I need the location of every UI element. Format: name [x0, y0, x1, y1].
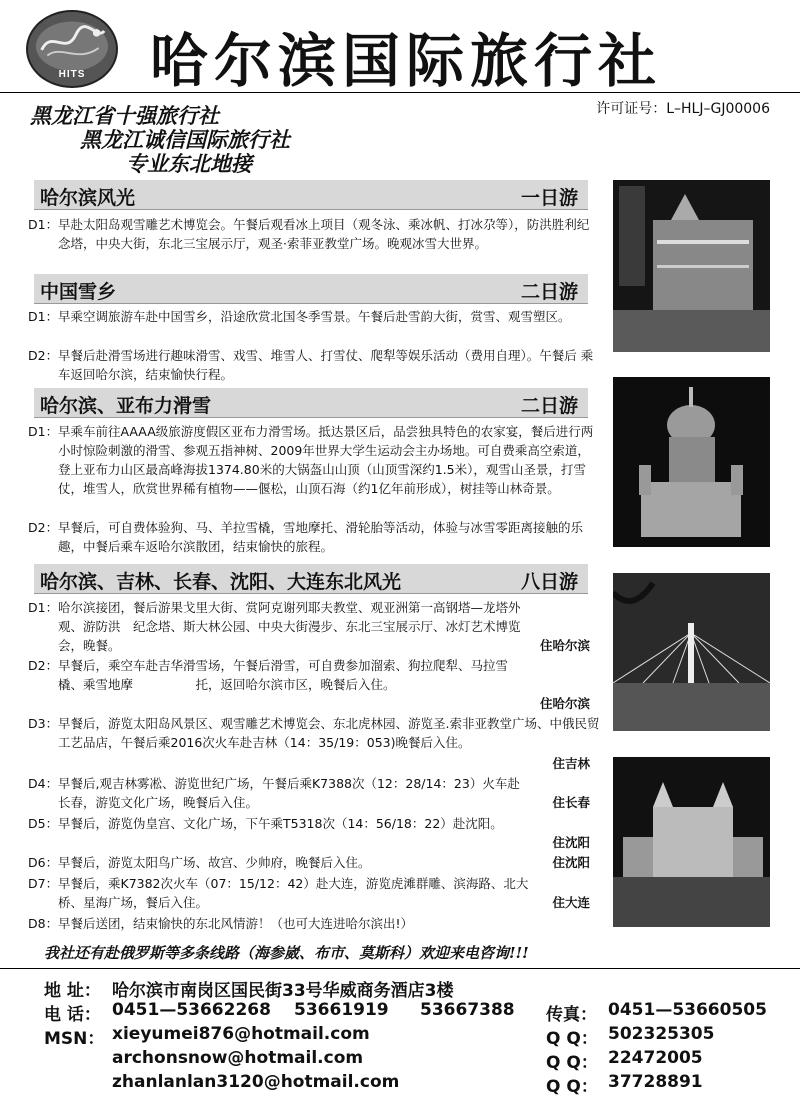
tour-days: 二日游: [520, 395, 578, 417]
day-text: 早赴太阳岛观雪雕艺术博览会。午餐后观看冰上项目（观冬泳、乘冰帆、打冰尕等），防洪胜利纪念塔，中央大街，东北三宝展示厅，观圣·索菲亚教堂广场。晚观冰雪大世界。: [58, 217, 590, 251]
itinerary-item: [28, 814, 600, 850]
itinerary-item: [28, 215, 600, 253]
tour-header-yabuli: [34, 388, 588, 418]
day-label: D3：: [28, 716, 59, 731]
day-text: 早乘空调旅游车赴中国雪乡，沿途欣赏北国冬季雪景。午餐后赴雪韵大街，赏雪、观雪塑区。: [58, 309, 571, 324]
day-text: 早餐后，游览伪皇宫、文化广场，下午乘T5318次（14：56/18：22）赴沈阳。: [58, 816, 503, 831]
stay-city: 住沈阳: [552, 855, 590, 870]
photo-sophia-cathedral: [613, 377, 770, 547]
tour-header-northeast: [34, 564, 588, 594]
day-label: D4：: [28, 776, 59, 791]
itinerary-item: [28, 598, 600, 655]
logo-text: HITS: [58, 69, 86, 80]
stay-city: 住哈尔滨: [539, 638, 590, 653]
day-label: D1：: [28, 424, 59, 439]
tour-name: 哈尔滨、吉林、长春、沈阳、大连东北风光: [40, 571, 402, 593]
photo-dragon-tower-lights: [613, 573, 770, 731]
tour-name: 哈尔滨风光: [40, 187, 136, 209]
photo-ice-castle: [613, 757, 770, 927]
phone-label: 电 话：: [44, 1005, 101, 1025]
msn-1: xieyumei876@hotmail.com: [112, 1024, 370, 1044]
qq-2: 22472005: [608, 1048, 703, 1068]
tour-days: 八日游: [520, 571, 578, 593]
day-label: D5：: [28, 816, 59, 831]
msn-3: zhanlanlan3120@hotmail.com: [112, 1072, 400, 1092]
day-text: 早餐后，可自费体验狗、马、羊拉雪橇，雪地摩托、滑轮胎等活动，体验与冰雪零距离接触的乐趣，中餐后乘车返哈尔滨散团，结束愉快的旅程。: [58, 520, 584, 554]
address-label: 地 址：: [44, 981, 101, 1001]
slogan-3: 专业东北地接: [126, 152, 252, 176]
qq-label-3: Q Q：: [546, 1077, 598, 1097]
itinerary-item: [28, 914, 600, 933]
day-label: D6：: [28, 855, 59, 870]
stay-city: 住长春: [552, 795, 590, 810]
photo-harbin-night-building: [613, 180, 770, 352]
stay-city: 住大连: [552, 895, 590, 910]
address-value: 哈尔滨市南岗区国民街33号华威商务酒店3楼: [112, 981, 454, 1001]
other-routes-note: 我社还有赴俄罗斯等多条线路（海参崴、布市、莫斯科）欢迎来电咨询!!!: [44, 944, 529, 962]
msn-label: MSN：: [44, 1029, 105, 1049]
itinerary-item: [28, 518, 600, 556]
tour-header-harbin: [34, 180, 588, 210]
slogan-2: 黑龙江诚信国际旅行社: [80, 128, 290, 152]
day-text: 早餐后赴滑雪场进行趣味滑雪、戏雪、堆雪人、打雪仗、爬犁等娱乐活动（费用自理）。午餐后 乘车返回哈尔滨，结束愉快行程。: [58, 348, 594, 382]
slogan-1: 黑龙江省十强旅行社: [30, 104, 219, 128]
day-label: D2：: [28, 348, 59, 363]
phone-3: 53667388: [420, 1000, 515, 1020]
day-label: D2：: [28, 658, 59, 673]
stay-city: 住哈尔滨: [539, 696, 590, 711]
contact-divider: [0, 968, 800, 969]
qq-3: 37728891: [608, 1072, 703, 1092]
day-text: 早乘车前往AAAA级旅游度假区亚布力滑雪场。抵达景区后，品尝独具特色的农家宴，餐后进行两小时惊险刺激的滑雪、参观五指神树、2009年世界大学生运动会主办场地。可自费乘高空索道，登上亚布力山区最高峰海拔1374.80米的大锅盔山山顶（山顶雪深约1.5米），观雪山圣景，打雪仗，堆雪人，欣赏世界稀有植物——偃松，山顶石海（约1亿年前形成），树挂等山林奇景。: [58, 424, 594, 496]
stay-city: 住沈阳: [552, 835, 590, 850]
tour-name: 哈尔滨、亚布力滑雪: [40, 395, 212, 417]
itinerary-item: [28, 422, 600, 498]
itinerary-item: [28, 714, 600, 771]
day-label: D2：: [28, 520, 59, 535]
tour-days: 一日游: [520, 187, 578, 209]
company-title: 哈尔滨国际旅行社: [150, 27, 663, 95]
itinerary-item: [28, 307, 600, 326]
itinerary-item: [28, 853, 600, 872]
tour-days: 二日游: [520, 281, 578, 303]
day-label: D7：: [28, 876, 59, 891]
header-divider: [0, 92, 800, 93]
day-text: 早餐后，游览太阳岛风景区、观雪雕艺术博览会、东北虎林园、游览圣.索非亚教堂广场、中俄民贸工艺品店，午餐后乘2016次火车赴吉林（14：35/19：053)晚餐后入住。: [58, 716, 600, 750]
fax-label: 传真：: [546, 1005, 597, 1025]
qq-1: 502325305: [608, 1024, 715, 1044]
itinerary-item: [28, 874, 600, 912]
qq-label-1: Q Q：: [546, 1029, 598, 1049]
itinerary-item: [28, 346, 600, 384]
fax-value: 0451—53660505: [608, 1000, 767, 1020]
day-text: 早餐后，乘空车赴吉华滑雪场，午餐后滑雪，可自费参加溜索、狗拉爬犁、马拉雪橇、乘雪地摩 托，返回哈尔滨市区，晚餐后入住。: [58, 658, 509, 692]
phone-1: 0451—53662268: [112, 1000, 271, 1020]
stay-city: 住吉林: [552, 756, 590, 771]
day-label: D1：: [28, 309, 59, 324]
company-logo: [26, 10, 118, 88]
day-label: D1：: [28, 217, 59, 232]
day-text: 早餐后，乘K7382次火车（07：15/12：42）赴大连，游览虎滩群雕、滨海路、北大桥、星海广场，餐后入住。: [58, 876, 529, 910]
day-text: 早餐后，游览太阳鸟广场、故宫、少帅府，晚餐后入住。: [58, 855, 371, 870]
tour-header-snow-town: [34, 274, 588, 304]
day-text: 早餐后送团，结束愉快的东北风情游！（也可大连进哈尔滨出!）: [58, 916, 414, 931]
phone-2: 53661919: [294, 1000, 389, 1020]
license-number: 许可证号：L–HLJ–GJ00006: [596, 101, 770, 117]
itinerary-item: [28, 774, 600, 812]
msn-2: archonsnow@hotmail.com: [112, 1048, 364, 1068]
itinerary-item: [28, 656, 600, 711]
qq-label-2: Q Q：: [546, 1053, 598, 1073]
day-text: 早餐后,观吉林雾凇、游览世纪广场，午餐后乘K7388次（12：28/14：23）火车赴长春，游览文化广场，晚餐后入住。: [58, 776, 520, 810]
day-label: D1：: [28, 600, 59, 615]
day-label: D8：: [28, 916, 59, 931]
tour-name: 中国雪乡: [40, 281, 117, 303]
day-text: 哈尔滨接团，餐后游果戈里大街、赏阿克谢列耶夫教堂、观亚洲第一高钢塔—龙塔外观、游防洪 纪念塔、斯大林公园、中央大街漫步、东北三宝展示厅、冰灯艺术博览会，晚餐。: [58, 600, 521, 653]
